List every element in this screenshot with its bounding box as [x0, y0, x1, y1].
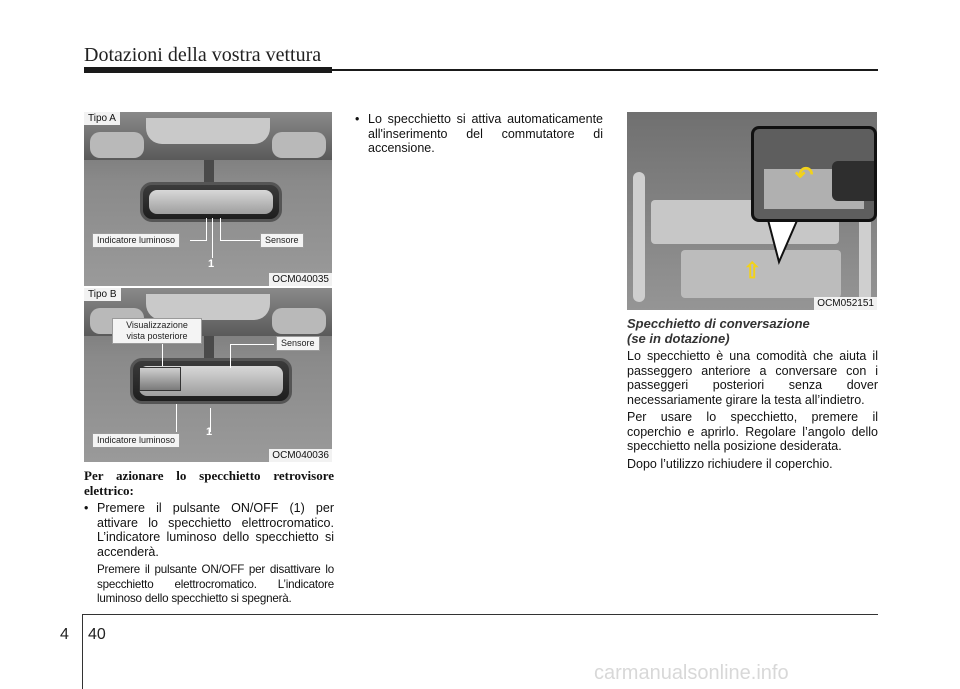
sun-visor-left	[90, 132, 144, 158]
rear-view-display	[139, 367, 181, 391]
section-title: Specchietto di conversazione	[627, 316, 810, 331]
callout-rear-view-display: Visualizzazione vista posteriore	[112, 318, 202, 344]
bullet-item	[84, 501, 334, 559]
figure-code: OCM040035	[269, 273, 332, 286]
mirror-stem	[204, 336, 214, 358]
figure-code: OCM052151	[814, 297, 877, 310]
footer-rule	[82, 614, 878, 615]
paragraph: Lo specchietto è una comodità che aiuta il passeggero anteriore a conversare con i passeggeri posteriori senza dover necessariamente girare la testa all’indietro.	[627, 349, 878, 407]
bullet-item	[355, 112, 603, 156]
detail-inset	[751, 126, 877, 222]
header-bar	[84, 67, 332, 73]
overhead-console	[146, 294, 270, 320]
figure-tag: Tipo B	[84, 288, 121, 301]
callout-sensor: Sensore	[276, 336, 320, 351]
bullet-text: Premere il pulsante ON/OFF (1) per attivare lo specchietto elettrocromatico. L’indicatore luminoso dello specchietto si accenderà.	[97, 501, 334, 559]
site-watermark: carmanualsonline.info	[594, 662, 789, 684]
leader-line	[206, 218, 207, 240]
rotate-arrow-icon: ↶	[795, 162, 814, 187]
leader-line	[230, 344, 274, 345]
middle-text-column	[355, 112, 603, 156]
paragraph: Dopo l’utilizzo richiudere il coperchio.	[627, 456, 833, 471]
marker-number: 1	[208, 258, 215, 270]
figure-conversation-mirror	[627, 112, 877, 310]
page-number: 40	[88, 626, 106, 643]
mirror-glass	[149, 190, 273, 214]
right-text-column	[627, 316, 878, 474]
chapter-number: 4	[60, 626, 69, 643]
rearview-mirror-illustration	[140, 182, 282, 222]
push-arrow-icon: ⇧	[743, 258, 762, 283]
section-subtitle: (se in dotazione)	[627, 331, 730, 346]
paragraph: Per usare lo specchietto, premere il coperchio e aprirlo. Regolare l’angolo dello specchietto nella posizione desiderata.	[627, 410, 878, 453]
overhead-console	[146, 118, 270, 144]
leader-line	[230, 344, 231, 368]
callout-indicator-light: Indicatore luminoso	[92, 233, 180, 248]
figure-tag: Tipo A	[84, 112, 120, 125]
mirror-recess	[832, 161, 877, 201]
sun-visor-right	[272, 308, 326, 334]
section-heading: Per azionare lo specchietto retrovisore elettrico:	[84, 468, 334, 498]
figure-mirror-type-a	[84, 112, 332, 286]
leader-line	[190, 240, 207, 241]
rearview-mirror-illustration	[130, 358, 292, 404]
figure-code: OCM040036	[269, 449, 332, 462]
footer-divider	[82, 614, 83, 689]
leader-line	[176, 404, 177, 432]
bullet-text: Lo specchietto si attiva automaticamente all'inserimento del commutatore di accensione.	[368, 112, 603, 155]
leader-line	[162, 342, 163, 366]
figure-mirror-type-b	[84, 288, 332, 462]
leader-line	[212, 218, 213, 258]
left-text-column	[84, 468, 334, 607]
header-rule	[332, 69, 878, 71]
callout-sensor: Sensore	[260, 233, 304, 248]
marker-number: 1	[206, 426, 213, 438]
callout-indicator-light: Indicatore luminoso	[92, 433, 180, 448]
bullet-continuation: Premere il pulsante ON/OFF per disattivare lo specchietto elettrocromatico. L’indicatore luminoso dello specchietto si spegnerà.	[97, 563, 334, 605]
page-header-title: Dotazioni della vostra vettura	[84, 44, 322, 66]
leader-line	[220, 218, 221, 240]
leader-line	[220, 240, 260, 241]
sun-visor-right	[272, 132, 326, 158]
